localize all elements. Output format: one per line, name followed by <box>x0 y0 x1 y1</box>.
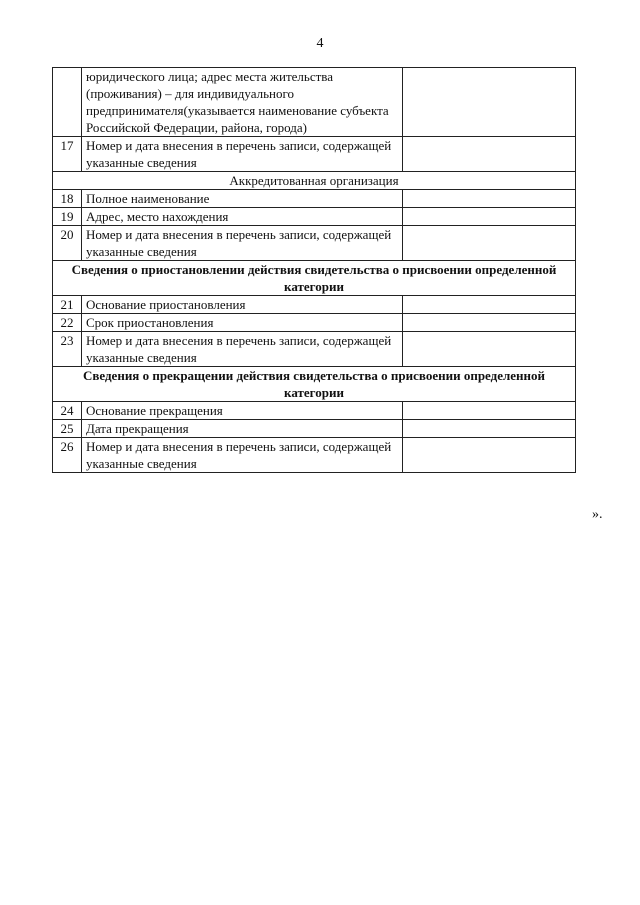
row-number: 20 <box>53 226 82 261</box>
table-row <box>53 402 576 420</box>
table-row <box>53 68 576 137</box>
row-number: 19 <box>53 208 82 226</box>
field-description: Срок приостановления <box>82 314 403 332</box>
section-row <box>53 367 576 402</box>
section-row <box>53 261 576 296</box>
registry-table <box>52 67 576 473</box>
row-number: 18 <box>53 190 82 208</box>
table-row <box>53 190 576 208</box>
section-heading: Аккредитованная организация <box>53 172 576 190</box>
table-row <box>53 137 576 172</box>
field-description: Номер и дата внесения в перечень записи, содержащей указанные сведения <box>82 137 403 172</box>
field-description: Номер и дата внесения в перечень записи, содержащей указанные сведения <box>82 438 403 473</box>
field-value <box>403 438 576 473</box>
row-number: 25 <box>53 420 82 438</box>
row-number: 21 <box>53 296 82 314</box>
closing-quote-mark: ». <box>592 507 603 522</box>
row-number: 17 <box>53 137 82 172</box>
field-value <box>403 332 576 367</box>
section-heading: Сведения о прекращении действия свидетельства о присвоении определенной категории <box>53 367 576 402</box>
table-row <box>53 438 576 473</box>
row-number: 26 <box>53 438 82 473</box>
field-description: Дата прекращения <box>82 420 403 438</box>
field-value <box>403 420 576 438</box>
table-row <box>53 296 576 314</box>
field-value <box>403 190 576 208</box>
table-row <box>53 208 576 226</box>
row-number: 23 <box>53 332 82 367</box>
row-number <box>53 68 82 137</box>
field-value <box>403 226 576 261</box>
table-row <box>53 314 576 332</box>
field-value <box>403 68 576 137</box>
field-description: Адрес, место нахождения <box>82 208 403 226</box>
field-value <box>403 137 576 172</box>
page-number: 4 <box>316 36 324 51</box>
field-value <box>403 402 576 420</box>
field-value <box>403 296 576 314</box>
row-number: 24 <box>53 402 82 420</box>
row-number: 22 <box>53 314 82 332</box>
field-description: Номер и дата внесения в перечень записи, содержащей указанные сведения <box>82 332 403 367</box>
field-description: Основание приостановления <box>82 296 403 314</box>
field-value <box>403 314 576 332</box>
field-description: юридического лица; адрес места жительства (проживания) – для индивидуального предпринимателя(указывается наименование субъекта Российской Федерации, района, города) <box>82 68 403 137</box>
section-row <box>53 172 576 190</box>
field-value <box>403 208 576 226</box>
table-row <box>53 332 576 367</box>
field-description: Номер и дата внесения в перечень записи, содержащей указанные сведения <box>82 226 403 261</box>
section-heading: Сведения о приостановлении действия свидетельства о присвоении определенной категории <box>53 261 576 296</box>
table-row <box>53 226 576 261</box>
table-row <box>53 420 576 438</box>
field-description: Основание прекращения <box>82 402 403 420</box>
field-description: Полное наименование <box>82 190 403 208</box>
